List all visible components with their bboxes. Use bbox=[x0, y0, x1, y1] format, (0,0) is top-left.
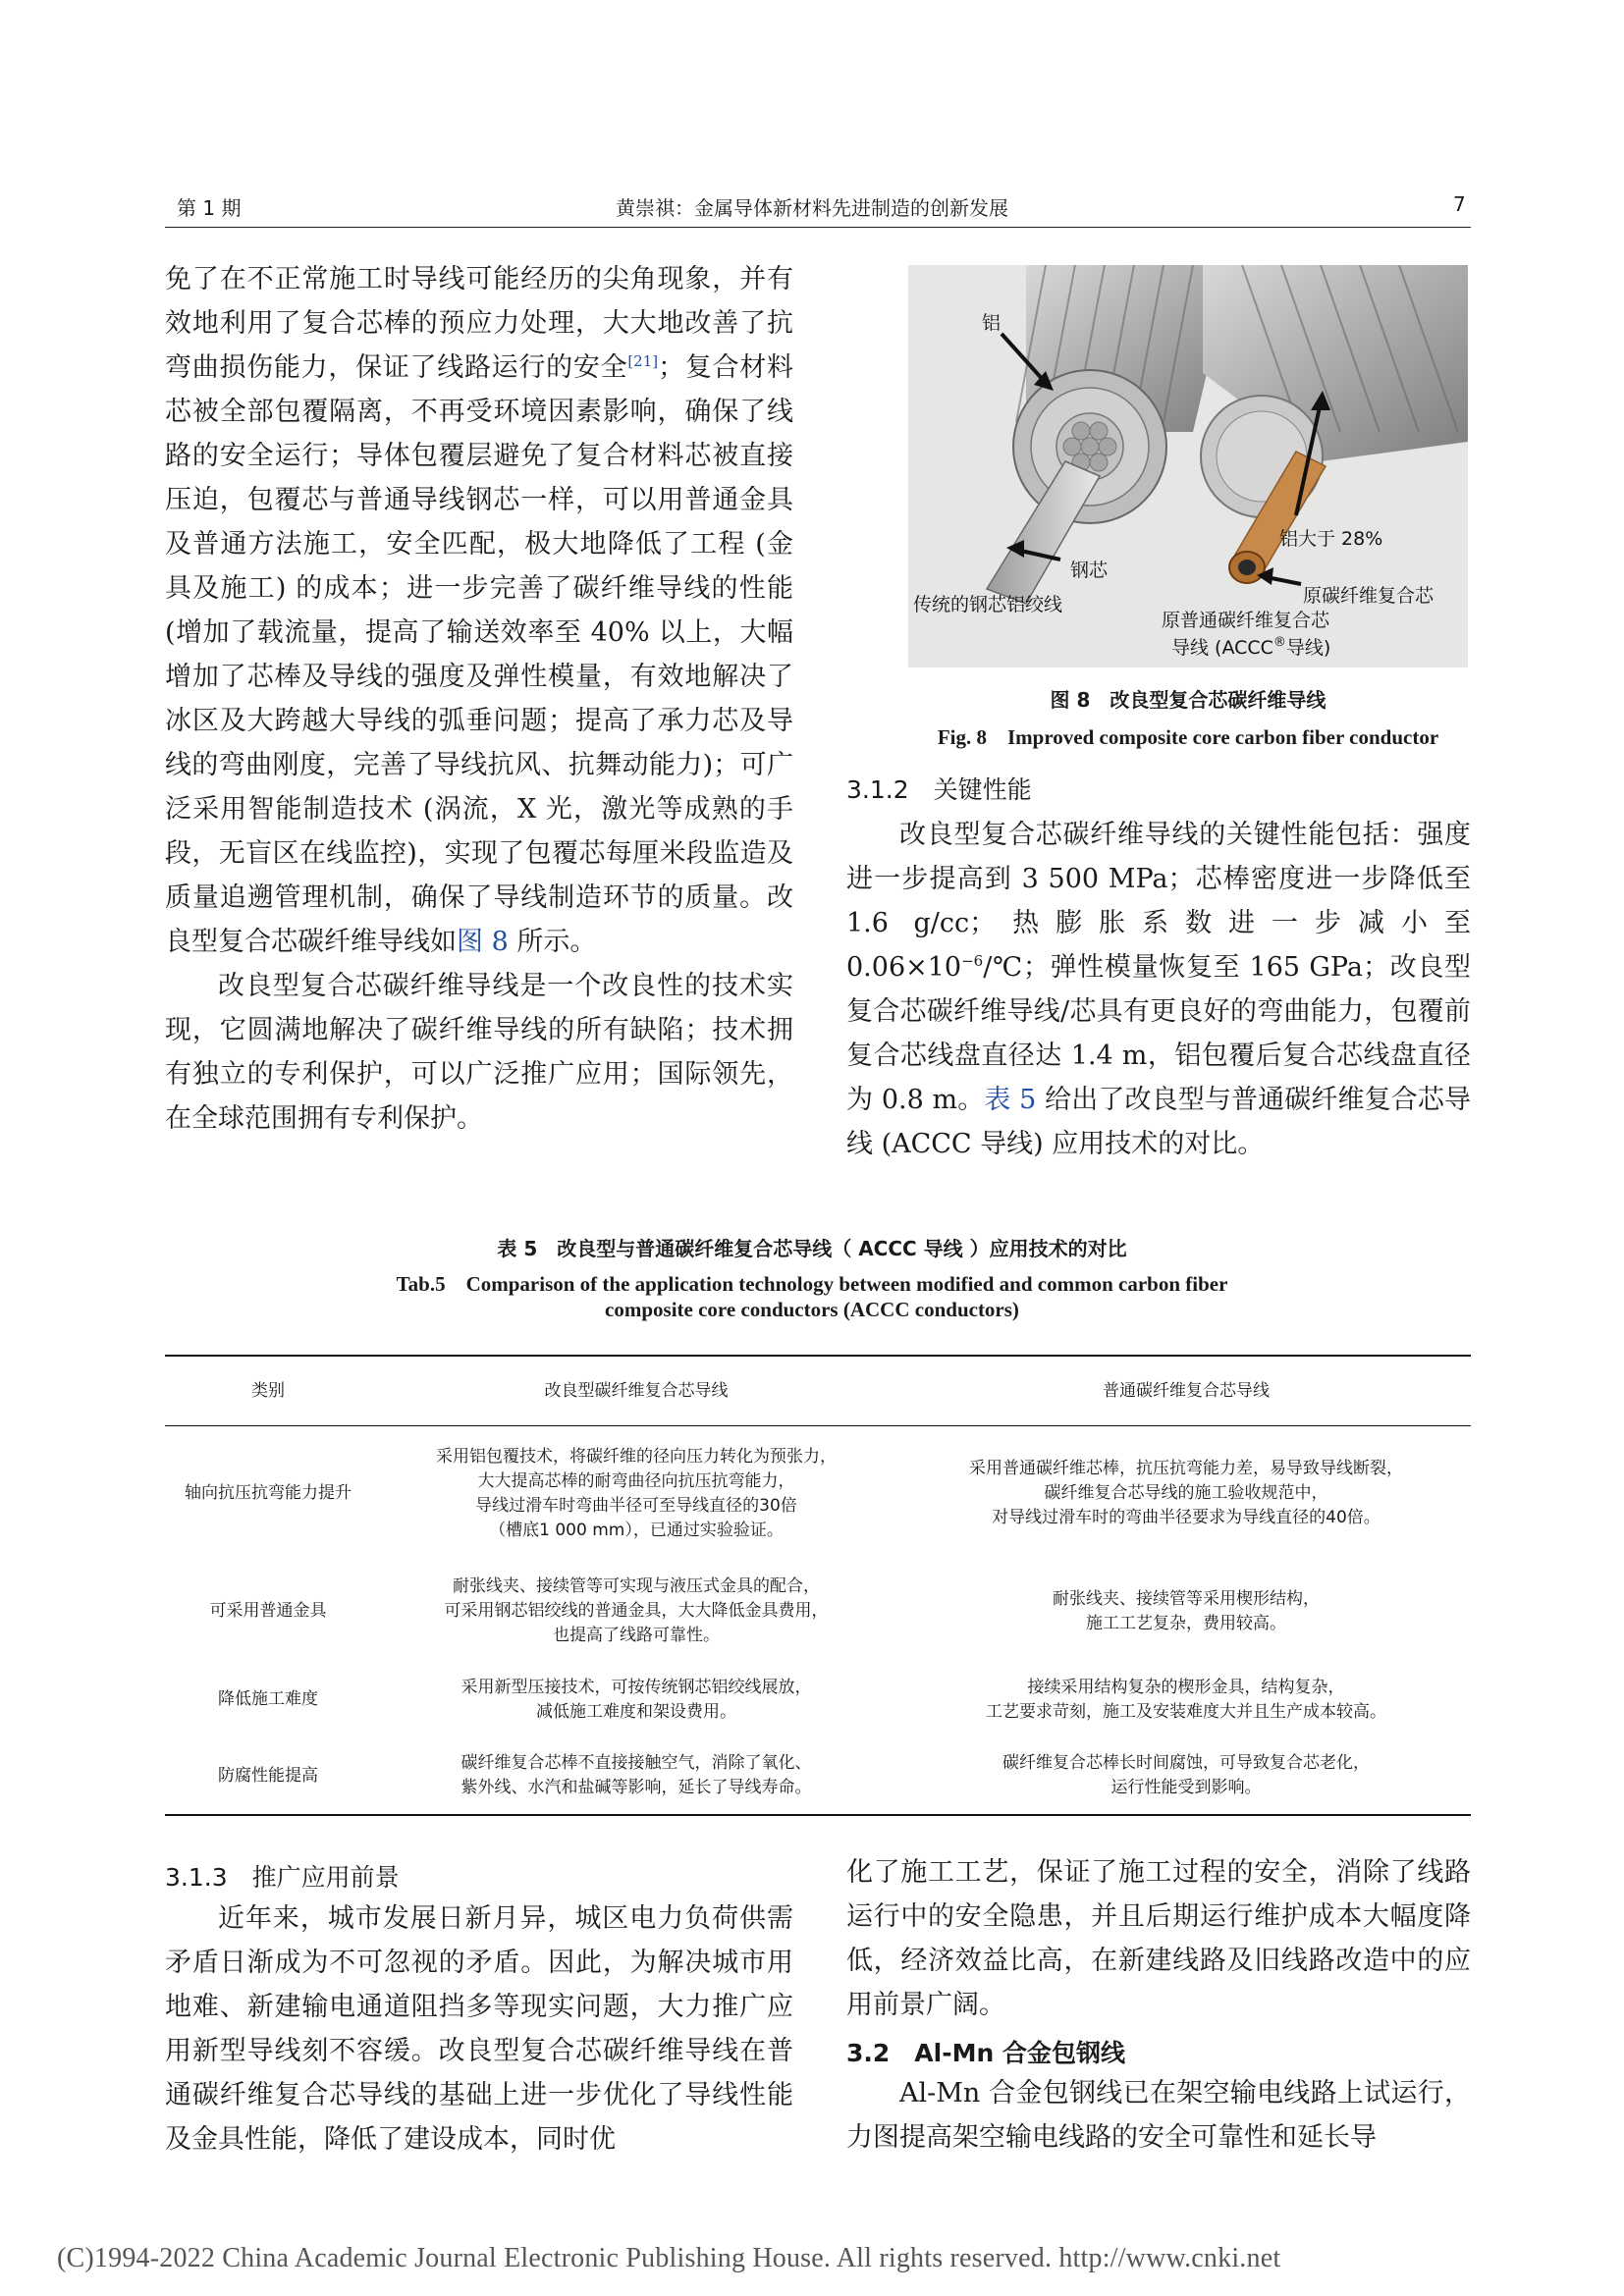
running-title: 黄崇祺：金属导体新材料先进制造的创新发展 bbox=[616, 196, 1008, 220]
fig-label-accc-2: 导线 (ACCC®导线) bbox=[1171, 635, 1331, 659]
text-run: 给出了改良型与普通碳纤维复合芯导线 (ACCC 导线) 应用技术的对比。 bbox=[846, 1085, 1471, 1159]
table-ref-link[interactable]: 表 5 bbox=[984, 1085, 1037, 1115]
table-row bbox=[165, 1562, 1471, 1662]
paragraph: Al-Mn 合金包钢线已在架空输电线路上试运行，力图提高架空输电线路的安全可靠性和延长导 bbox=[846, 2078, 1471, 2153]
table-caption-en-1: Tab.5 Comparison of the application technology between modified and common carbon fiber bbox=[396, 1272, 1228, 1296]
fig-label-steel-core: 钢芯 bbox=[1070, 560, 1109, 581]
table-row bbox=[165, 1738, 1471, 1815]
paragraph: 改良型复合芯碳纤维导线是一个改良性的技术实现，它圆满地解决了碳纤维导线的所有缺陷；技术拥有独立的专利保护，可以广泛推广应用；国际领先，在全球范围拥有专利保护。 bbox=[165, 971, 793, 1134]
fig-label-traditional: 传统的钢芯铝绞线 bbox=[913, 594, 1063, 615]
column-header: 改良型碳纤维复合芯导线 bbox=[371, 1356, 901, 1426]
fig-label-accc-1: 原普通碳纤维复合芯 bbox=[1162, 610, 1330, 631]
table-cell-improved: 采用铝包覆技术，将碳纤维的径向压力转化为预张力， 大大提高芯棒的耐弯曲径向抗压抗弯能力， 导线过滑车时弯曲半径可至导线直径的30倍 （槽底1 000 mm），已通过实验验证。 bbox=[436, 1446, 837, 1540]
citation-link[interactable]: [21] bbox=[627, 352, 659, 370]
text-run: /℃；弹性模量恢复至 165 GPa；改良型复合芯碳纤维导线/芯具有更良好的弯曲能力，包覆前复合芯线盘直径达 1.4 m，铝包覆后复合芯线盘直径为 0.8 m。 bbox=[846, 952, 1471, 1115]
exponent: −6 bbox=[961, 952, 984, 970]
table-cell-category: 降低施工难度 bbox=[218, 1689, 318, 1709]
fig-label-al: 铝 bbox=[982, 312, 1001, 334]
figure-caption-cn: 图 8 改良型复合芯碳纤维导线 bbox=[1050, 688, 1326, 712]
section-heading-3-2: 3.2 Al-Mn 合金包钢线 bbox=[846, 2039, 1125, 2067]
fig-label-cf-core: 原碳纤维复合芯 bbox=[1303, 585, 1435, 607]
conductor-photo bbox=[908, 265, 1468, 667]
bottom-left-column bbox=[165, 1896, 793, 2162]
paragraph bbox=[846, 813, 1471, 1166]
fig-label-al-more: 铝大于 28% bbox=[1279, 528, 1383, 550]
header-rule bbox=[165, 227, 1471, 228]
table-cell-category: 可采用普通金具 bbox=[209, 1601, 327, 1621]
conductor-illustration bbox=[908, 265, 1468, 667]
issue-label: 第 1 期 bbox=[177, 196, 242, 220]
table-cell-improved: 耐张线夹、接续管等可实现与液压式金具的配合， 可采用钢芯铝绞线的普通金具，大大降低金具费用， 也提高了线路可靠性。 bbox=[444, 1576, 829, 1645]
figure-caption-en: Fig. 8 Improved composite core carbon fiber conductor bbox=[937, 725, 1439, 749]
table-cell-common: 碳纤维复合芯棒长时间腐蚀，可导致复合芯老化， 运行性能受到影响。 bbox=[901, 1738, 1471, 1815]
table-row bbox=[165, 1662, 1471, 1738]
text-run: 所示。 bbox=[508, 927, 597, 957]
bottom-right-column bbox=[846, 1850, 1471, 2027]
text-run: 免了在不正常施工时导线可能经历的尖角现象，并有效地利用了复合芯棒的预应力处理，大大地改善了抗弯曲损伤能力，保证了线路运行的安全 bbox=[165, 264, 793, 383]
table-caption-en-2: composite core conductors (ACCC conductors) bbox=[605, 1298, 1019, 1321]
right-column bbox=[846, 813, 1471, 1166]
page-number: 7 bbox=[1453, 192, 1466, 216]
column-header: 类别 bbox=[165, 1356, 371, 1426]
table-cell-common: 接续采用结构复杂的楔形金具，结构复杂， 工艺要求苛刻，施工及安装难度大并且生产成本较高。 bbox=[986, 1677, 1386, 1722]
paragraph: 近年来，城市发展日新月异，城区电力负荷供需矛盾日渐成为不可忽视的矛盾。因此，为解决城市用地难、新建输电通道阻挡多等现实问题，大力推广应用新型导线刻不容缓。改良型复合芯碳纤维导线在普通碳纤维复合芯导线的基础上进一步优化了导线性能及金具性能，降低了建设成本，同时优 bbox=[165, 1903, 793, 2155]
copyright-footer: (C)1994-2022 China Academic Journal Electronic Publishing House. All rights reserved. http://www.cnki.net bbox=[57, 2243, 1281, 2273]
section-heading-3-1-2: 3.1.2 关键性能 bbox=[846, 775, 1032, 804]
left-column bbox=[165, 257, 793, 1141]
column-header: 普通碳纤维复合芯导线 bbox=[901, 1356, 1471, 1426]
text-run: 改良型复合芯碳纤维导线的关键性能包括：强度进一步提高到 3 500 MPa；芯棒密度进一步降低至 1.6 g/cc；热膨胀系数进一步减小至 0.06×10 bbox=[846, 820, 1471, 983]
figure-ref-link[interactable]: 图 8 bbox=[457, 927, 509, 957]
table-cell-improved: 采用新型压接技术，可按传统钢芯铝绞线展放， 减低施工难度和架设费用。 bbox=[460, 1677, 812, 1722]
table-row bbox=[165, 1426, 1471, 1562]
table-cell-common: 采用普通碳纤维芯棒，抗压抗弯能力差，易导致导线断裂， 碳纤维复合芯导线的施工验收规范中， 对导线过滑车时的弯曲半径要求为导线直径的40倍。 bbox=[969, 1459, 1403, 1528]
comparison-table bbox=[165, 1355, 1471, 1816]
paragraph bbox=[165, 257, 793, 964]
table-header-row bbox=[165, 1356, 1471, 1426]
table-cell-category: 防腐性能提高 bbox=[165, 1738, 371, 1815]
table-caption-cn: 表 5 改良型与普通碳纤维复合芯导线（ ACCC 导线 ）应用技术的对比 bbox=[497, 1237, 1127, 1260]
table-cell-common: 耐张线夹、接续管等采用楔形结构， 施工工艺复杂，费用较高。 bbox=[1053, 1588, 1320, 1633]
section-heading-3-1-3: 3.1.3 推广应用前景 bbox=[165, 1863, 400, 1892]
bottom-right-column-2 bbox=[846, 2071, 1471, 2160]
paragraph: 化了施工工艺，保证了施工过程的安全，消除了线路运行中的安全隐患，并且后期运行维护成本大幅度降低，经济效益比高，在新建线路及旧线路改造中的应用前景广阔。 bbox=[846, 1857, 1471, 2020]
table-cell-category: 轴向抗压抗弯能力提升 bbox=[185, 1483, 352, 1504]
text-run: ；复合材料芯被全部包覆隔离，不再受环境因素影响，确保了线路的安全运行；导体包覆层避免了复合材料芯被直接压迫，包覆芯与普通导线钢芯一样，可以用普通金具及普通方法施工，安全匹配，极大地降低了工程 (金具及施工) 的成本；进一步完善了碳纤维导线的性能 (增加了载流量，提高了输送效率至 40% 以上，大幅增加了芯棒及导线的强度及弹性模量，有效地解决了冰区及大跨越大导线的弧垂问题；提高了承力芯及导线的弯曲刚度，完善了导线抗风、抗舞动能力)；可广泛采用智能制造技术 (涡流，X 光，激光等成熟的手段，无盲区在线监控)，实现了包覆芯每厘米段监造及质量追遡管理机制，确保了导线制造环节的质量。改良型复合芯碳纤维导线如 bbox=[165, 352, 794, 957]
table-cell-improved: 碳纤维复合芯棒不直接接触空气，消除了氧化、 紫外线、水汽和盐碱等影响，延长了导线寿命。 bbox=[371, 1738, 901, 1815]
